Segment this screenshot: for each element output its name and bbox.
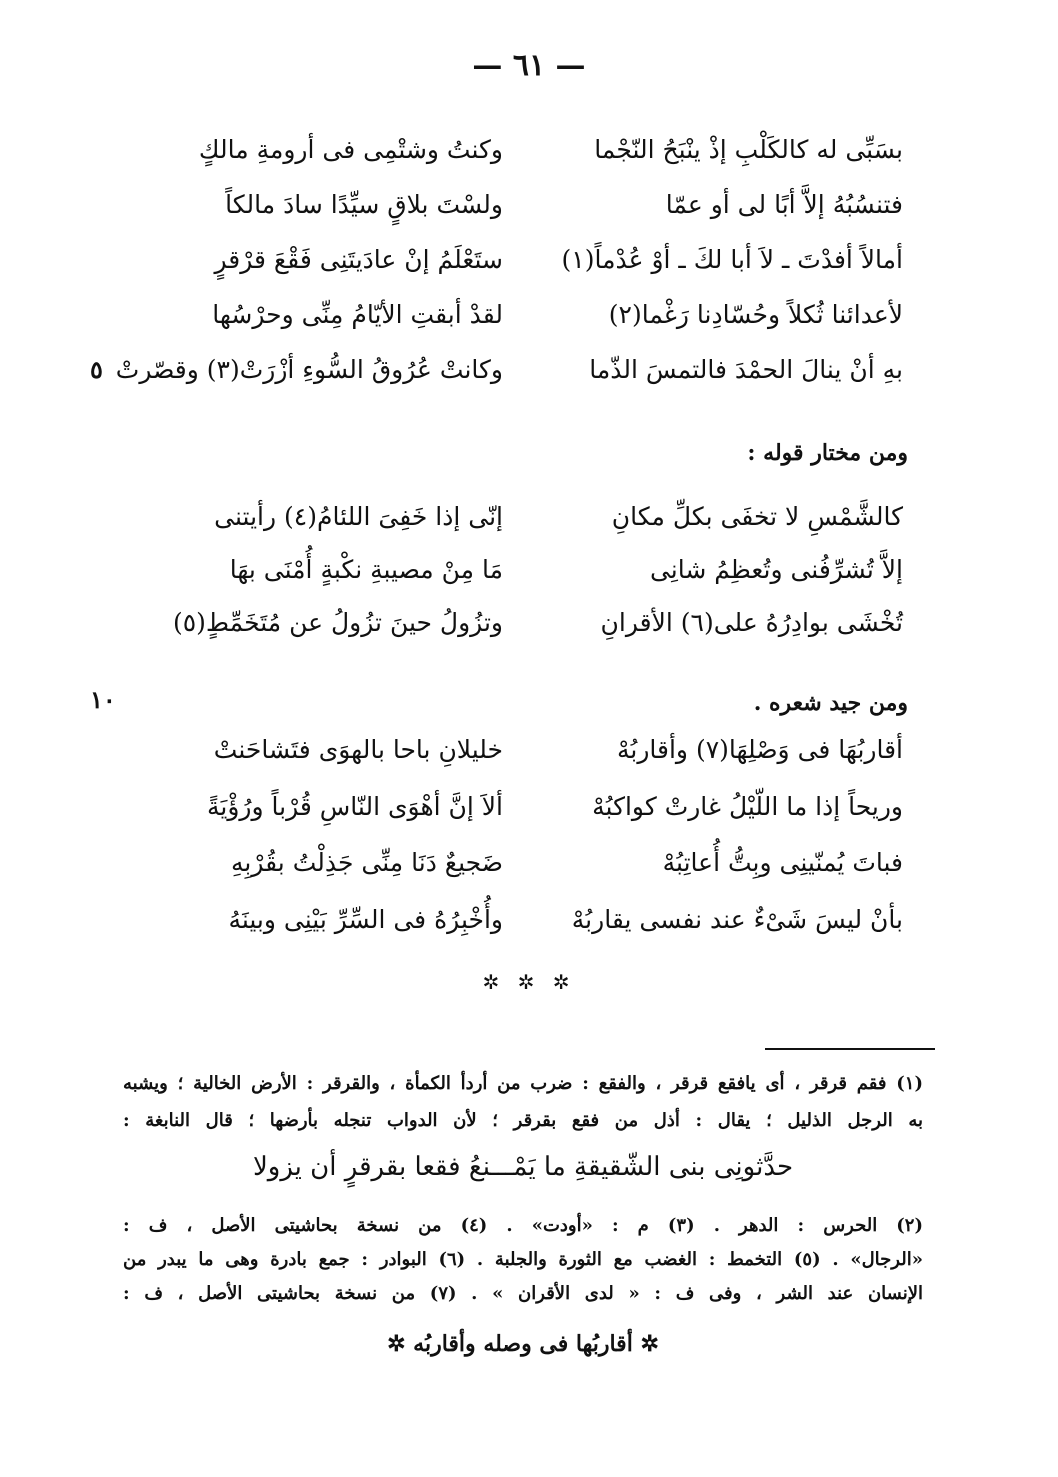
verse [0,782,1058,832]
verse-first-hemistich: مَا مِنْ مصيبةِ نكْبةٍ أُمْنَى بهَا [229,555,503,584]
verse-first-hemistich: وتزُولُ حينَ تزُولُ عن مُتَخَمِّطٍ(٥) [172,608,503,637]
verse [0,492,1058,542]
verse [0,235,1058,285]
verse-second-hemistich: وريحاً إذا ما اللّيْلُ غارتْ كواكبُهْ [592,792,903,821]
verse [0,180,1058,230]
verse [0,838,1058,888]
footnote-line: (١) فقم قرقر ، أى يافقع قرقر ، والفقع : ضرب من أردأ الكمأة ، والقرقر : الأرض الخالية ؛ ويشبه [123,1073,923,1094]
verse-first-hemistich: إنّى إذا خَفِىَ اللئامُ(٤) رأيتنى [214,502,503,531]
verse [0,895,1058,945]
verse-first-hemistich: وكنتُ وشتْمِى فى أرومةِ مالكٍ [198,135,503,164]
verse-second-hemistich: تُخْشَى بوادِرُهُ على(٦) الأقرانِ [600,608,903,637]
verse-first-hemistich: لقدْ أبقتِ الأيّامُ مِنِّى وحرْسُها [212,300,503,329]
verse-second-hemistich: بهِ أنْ ينالَ الحمْدَ فالتمسَ الذّما [589,355,903,384]
verse-second-hemistich: أقاربُهَا فى وَصْلِهَا(٧) وأقاربُهْ [616,735,903,764]
verse-second-hemistich: بسَبِّى له كالكَلْبِ إذْ ينْبَحُ النّجْما [594,135,903,164]
verse [0,125,1058,175]
margin-line-number: ١٠ [90,685,116,714]
footnote-line: الإنسان عند الشر ، وفى ف : « لدى الأقران » . (٧) من نسخة بحاشيتى الأصل ، ف : [123,1283,923,1304]
margin-line-number: ٥ [90,355,103,384]
verse [0,545,1058,595]
verse-second-hemistich: أمالاً أفدْتَ ـ لاَ أبا لكَ ـ أوْ عُدْماً(١) [561,245,903,274]
footnote-divider [765,1048,935,1050]
verse-first-hemistich: ولسْتَ بلاقٍ سيِّدًا سادَ مالكاً [225,190,503,219]
page-number: — ٦١ — [472,48,586,83]
verse-second-hemistich: إلاَّ تُشرِّفُنى وتُعظِمُ شانِى [649,555,903,584]
footnote-line: «الرجال» . (٥) التخمط : الغضب مع الثورة والجلبة . (٦) البوادر : جمع بادرة وهى ما يبدر من [123,1249,923,1270]
verse-second-hemistich: بأنْ ليسَ شَىْءٌ عند نفسى يقاربُهْ [571,905,903,934]
footnote-quoted-verse: حدَّثونِى بنى الشّقيقةِ ما يَمْـــنعُ فقعا بقرقرٍ أن يزولا [252,1152,794,1182]
verse-first-hemistich: ضَجيعٌ دَنَا مِنِّى جَذِلْتُ بقُرْبِهِ [231,848,503,877]
footnote-line: به الرجل الذليل ؛ يقال : أذل من فقع بقرقر ؛ لأن الدواب تنجله بأرضها ؛ قال النابغة : [123,1110,923,1131]
verse [0,345,1058,395]
verse-second-hemistich: كالشَّمْسِ لا تخفَى بكلِّ مكانِ [611,502,903,531]
verse-first-hemistich: ألاَ إنَّ أهْوَى النّاسِ قُرْباً ورُؤْيَةً [207,792,503,821]
verse [0,725,1058,775]
verse [0,290,1058,340]
verse-first-hemistich: خليلانِ باحا بالهوَى فتَشاحَنتْ [213,735,503,764]
section-separator: ✲ ✲ ✲ [482,970,576,994]
section-heading: ومن جيد شعره . [753,690,908,716]
verse-first-hemistich: ستَعْلَمُ إنْ عادَيتَنِى فَقْعَ قرْقرٍ [214,245,503,274]
verse-first-hemistich: وكانتْ عُرُوقُ السُّوءِ أزْرَتْ(٣) وقصّرتْ [115,355,503,384]
footnote-variant-reading: ✲ أقاربُها فى وصله وأقاربُه ✲ [387,1331,659,1357]
section-heading: ومن مختار قوله : [747,440,908,466]
verse-second-hemistich: فتنسُبُهُ إلاَّ أبًا لى أو عمّا [665,190,903,219]
verse-second-hemistich: فباتَ يُمنّينِى وبِتُّ أُعاتِبُهْ [662,848,903,877]
verse [0,598,1058,648]
verse-first-hemistich: وأُخْبِرُهُ فى السِّرِّ بَيْنِى وبينَهُ [228,905,503,934]
verse-second-hemistich: لأعدائنا ثُكلاً وحُسّادِنا رَغْما(٢) [608,300,903,329]
footnote-line: (٢) الحرس : الدهر . (٣) م : «أودت» . (٤) من نسخة بحاشيتى الأصل ، ف : [123,1215,923,1236]
